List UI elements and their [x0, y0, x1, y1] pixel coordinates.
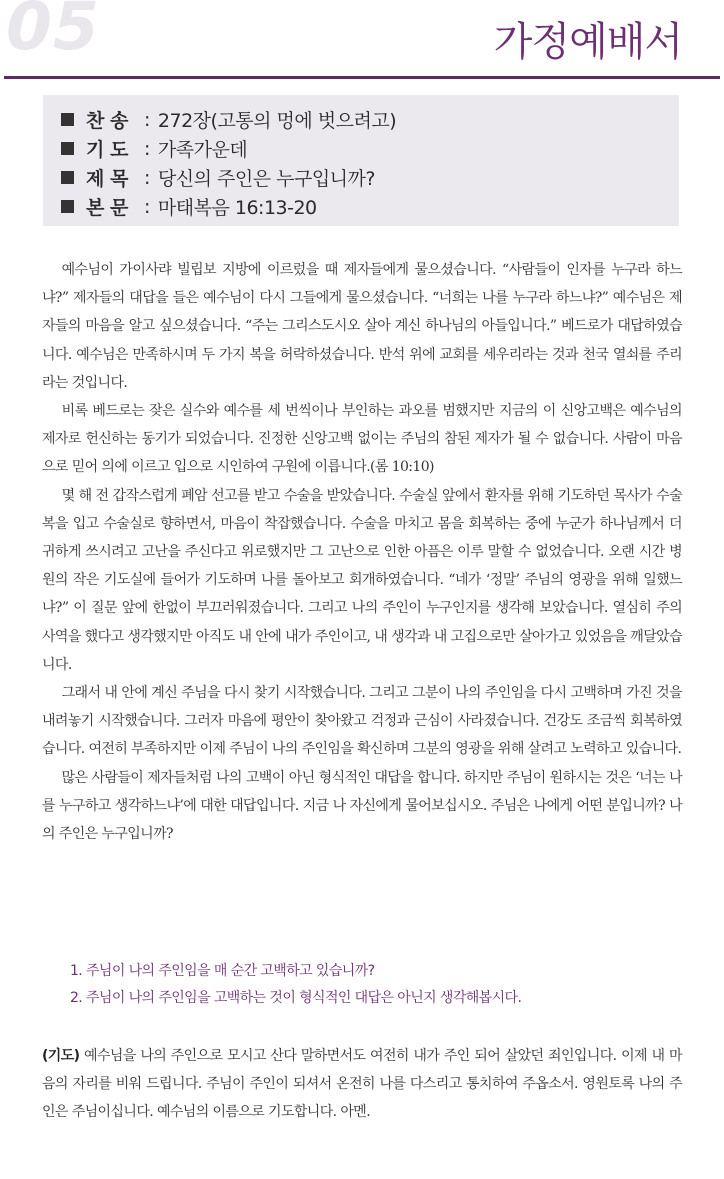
body-paragraph: 예수님이 가이사랴 빌립보 지방에 이르렀을 때 제자들에게 물으셨습니다. “사람들이 인자를 누구라 하느냐?” 제자들의 대답을 들은 예수님이 다시 그들에게 물으셨습니다. “너희는 나를 누구라 하느냐?” 예수님은 제자들의 마음을 알고 싶으셨습니다. “주는 그리스도시오 살아 계신 하나님의 아들입니다.” 베드로가 대답하였습니다. 예수님은 만족하시며 두 가지 복을 허락하셨습니다. 반석 위에 교회를 세우리라는 것과 천국 열쇠를 주리라는 것입니다. [42, 262, 682, 391]
info-label: 본 문 [86, 197, 128, 219]
info-colon: : [144, 108, 150, 131]
info-label: 기 도 [86, 139, 128, 161]
body-paragraph: 그래서 내 안에 계신 주님을 다시 찾기 시작했습니다. 그리고 그분이 나의 주인임을 다시 고백하며 가진 것을 내려놓기 시작했습니다. 그러자 마음에 평안이 찾아왔고 걱정과 근심이 사라졌습니다. 건강도 조금씩 회복하였습니다. 여전히 부족하지만 이제 주님이 나의 주인임을 확신하며 그분의 영광을 위해 살려고 노력하고 있습니다. [42, 685, 682, 758]
info-row-hymn [61, 105, 679, 134]
info-value: 당신의 주인은 누구입니까? [157, 168, 375, 190]
info-colon: : [144, 137, 150, 160]
prayer-label: (기도) [42, 1048, 80, 1064]
info-value: 가족가운데 [157, 139, 248, 161]
info-value: 마태복음 16:13-20 [157, 197, 317, 219]
header-divider [4, 76, 720, 79]
prayer-text: 예수님을 나의 주인으로 모시고 산다 말하면서도 여전히 내가 주인 되어 살았던 죄인입니다. 이제 내 마음의 자리를 비워 드립니다. 주님이 주인이 되셔서 온전히 나를 다스리고 통치하여 주옵소서. 영원토록 나의 주인은 주님이십니다. 예수님의 이름으로 기도합니다. 아멘. [42, 1048, 682, 1121]
page-number: 05 [6, 0, 100, 65]
info-row-scripture [61, 192, 679, 221]
info-row-prayer [61, 134, 679, 163]
body-paragraph: 비록 베드로는 잦은 실수와 예수를 세 번씩이나 부인하는 과오를 범했지만 지금의 이 신앙고백은 예수님의 제자로 헌신하는 동기가 되었습니다. 진정한 신앙고백 없이는 주님의 참된 제자가 될 수 없습니다. 사람이 마음으로 믿어 의에 이르고 입으로 시인하여 구원에 이릅니다.(롬 10:10) [42, 403, 682, 476]
page-title: 가정예배서 [493, 19, 682, 65]
sermon-body [42, 256, 682, 848]
square-bullet-icon [61, 142, 74, 155]
worship-info-box [43, 95, 679, 226]
page-header [0, 0, 724, 80]
square-bullet-icon [61, 113, 74, 126]
closing-prayer [42, 1042, 682, 1127]
info-label: 제 목 [86, 168, 128, 190]
question-item: 2. 주님이 나의 주인임을 고백하는 것이 형식적인 대답은 아닌지 생각해봅시다. [70, 990, 522, 1006]
info-colon: : [144, 195, 150, 218]
body-paragraph: 많은 사람들이 제자들처럼 나의 고백이 아닌 형식적인 대답을 합니다. 하지만 주님이 원하시는 것은 ‘너는 나를 누구하고 생각하느냐’에 대한 대답입니다. 지금 나 자신에게 물어보십시오. 주님은 나에게 어떤 분입니까? 나의 주인은 누구입니까? [42, 769, 682, 843]
info-value: 272장(고통의 멍에 벗으려고) [157, 110, 397, 132]
square-bullet-icon [61, 171, 74, 184]
question-item: 1. 주님이 나의 주인임을 매 순간 고백하고 있습니까? [70, 963, 375, 979]
info-label: 찬 송 [86, 110, 128, 132]
info-colon: : [144, 166, 150, 189]
reflection-questions [70, 958, 690, 1012]
info-row-topic [61, 163, 679, 192]
square-bullet-icon [61, 200, 74, 213]
body-paragraph: 몇 해 전 갑작스럽게 폐암 선고를 받고 수술을 받았습니다. 수술실 앞에서 환자를 위해 기도하던 목사가 수술복을 입고 수술실로 향하면서, 마음이 착잡했습니다. 수술을 마치고 몸을 회복하는 중에 누군가 하나님께서 더 귀하게 쓰시려고 고난을 주신다고 위로했지만 그 고난으로 인한 아픔은 이루 말할 수 없었습니다. 오랜 시간 병원의 작은 기도실에 들어가 기도하며 나를 돌아보고 회개하였습니다. “네가 ‘정말’ 주님의 영광을 위해 일했느냐?” 이 질문 앞에 한없이 부끄러워졌습니다. 그리고 나의 주인이 누구인지를 생각해 보았습니다. 열심히 주의 사역을 했다고 생각했지만 아직도 내 안에 내가 주인이고, 내 생각과 내 고집으로만 살아가고 있었음을 깨달았습니다. [42, 487, 682, 673]
